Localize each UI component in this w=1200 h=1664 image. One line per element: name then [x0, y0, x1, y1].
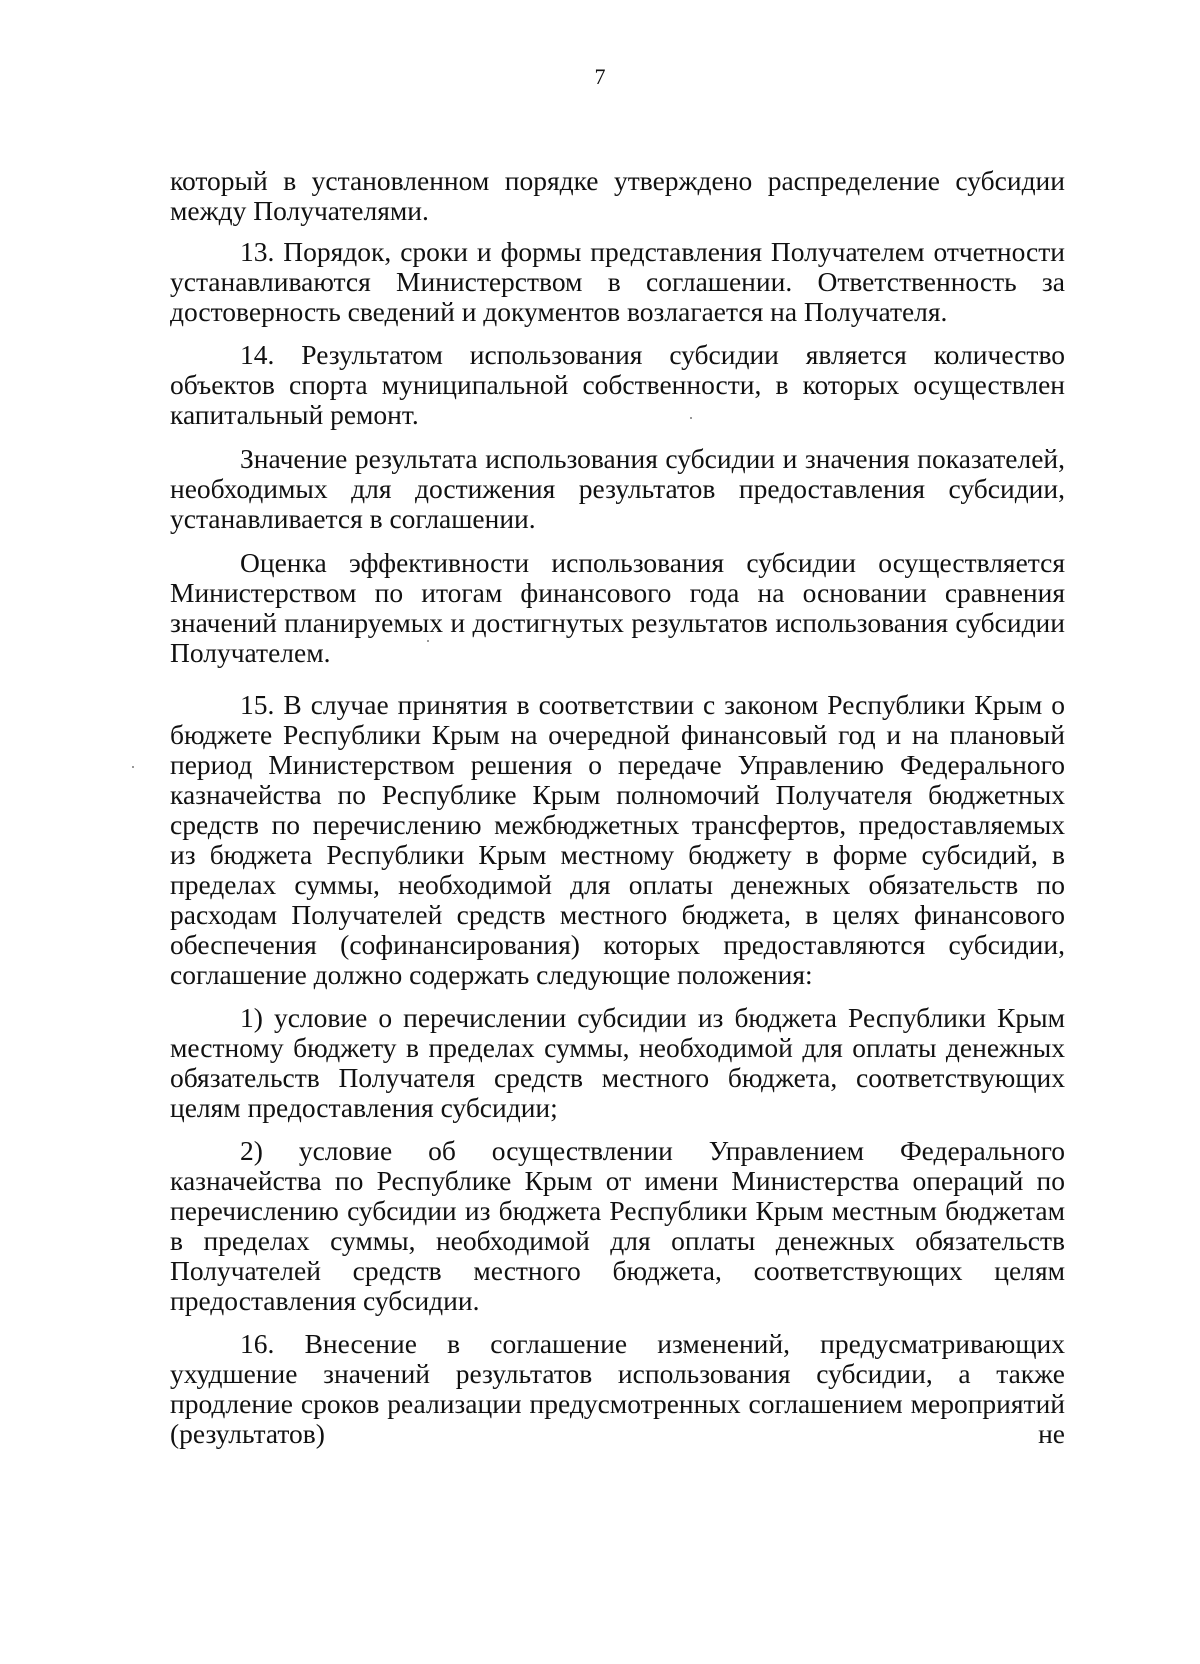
paragraph-continuation: который в установленном порядке утверждено распределение субсидии между Получателями. — [170, 165, 1065, 226]
scan-speck — [690, 417, 692, 419]
page-number: 7 — [594, 64, 606, 89]
document-body — [170, 166, 1065, 1449]
paragraph-13: 13. Порядок, сроки и формы представления Получателем отчетности устанавливаются Министерством в соглашении. Ответственность за достоверность сведений и документов возлагается на Получателя. — [170, 236, 1065, 327]
paragraph-15-item-1: 1) условие о перечислении субсидии из бюджета Республики Крым местному бюджету в пределах суммы, необходимой для оплаты денежных обязательств Получателя средств местного бюджета, соответствующих целям предоставления субсидии; — [170, 1002, 1065, 1123]
paragraph-15-item-2: 2) условие об осуществлении Управлением Федерального казначейства по Республике Крым от имени Министерства операций по перечислению субсидии из бюджета Республики Крым местным бюджетам в пределах суммы, необходимой для оплаты денежных обязательств Получателей средств местного бюджета, соответствующих целям предоставления субсидии. — [170, 1135, 1065, 1316]
scan-speck — [132, 766, 134, 768]
paragraph-14: 14. Результатом использования субсидии является количество объектов спорта муниципальной собственности, в которых осуществлен капитальный ремонт. — [170, 339, 1065, 430]
paragraph-16: 16. Внесение в соглашение изменений, предусматривающих ухудшение значений результатов использования субсидии, а также продление сроков реализации предусмотренных соглашением мероприятий (результатов) не — [170, 1328, 1065, 1449]
paragraph-14-evaluation: Оценка эффективности использования субсидии осуществляется Министерством по итогам финансового года на основании сравнения значений планируемых и достигнутых результатов использования субсидии Получателем. — [170, 547, 1065, 668]
paragraph-14-values: Значение результата использования субсидии и значения показателей, необходимых для достижения результатов предоставления субсидии, устанавливается в соглашении. — [170, 443, 1065, 534]
scan-speck — [427, 640, 429, 642]
paragraph-15: 15. В случае принятия в соответствии с законом Республики Крым о бюджете Республики Крым на очередной финансовый год и на плановый период Министерством решения о передаче Управлению Федерального казначейства по Республике Крым полномочий Получателя бюджетных средств по перечислению межбюджетных трансфертов, предоставляемых из бюджета Республики Крым местному бюджету в форме субсидий, в пределах суммы, необходимой для оплаты денежных обязательств по расходам Получателей средств местного бюджета, в целях финансового обеспечения (софинансирования) которых предоставляются субсидии, соглашение должно содержать следующие положения: — [170, 689, 1065, 990]
